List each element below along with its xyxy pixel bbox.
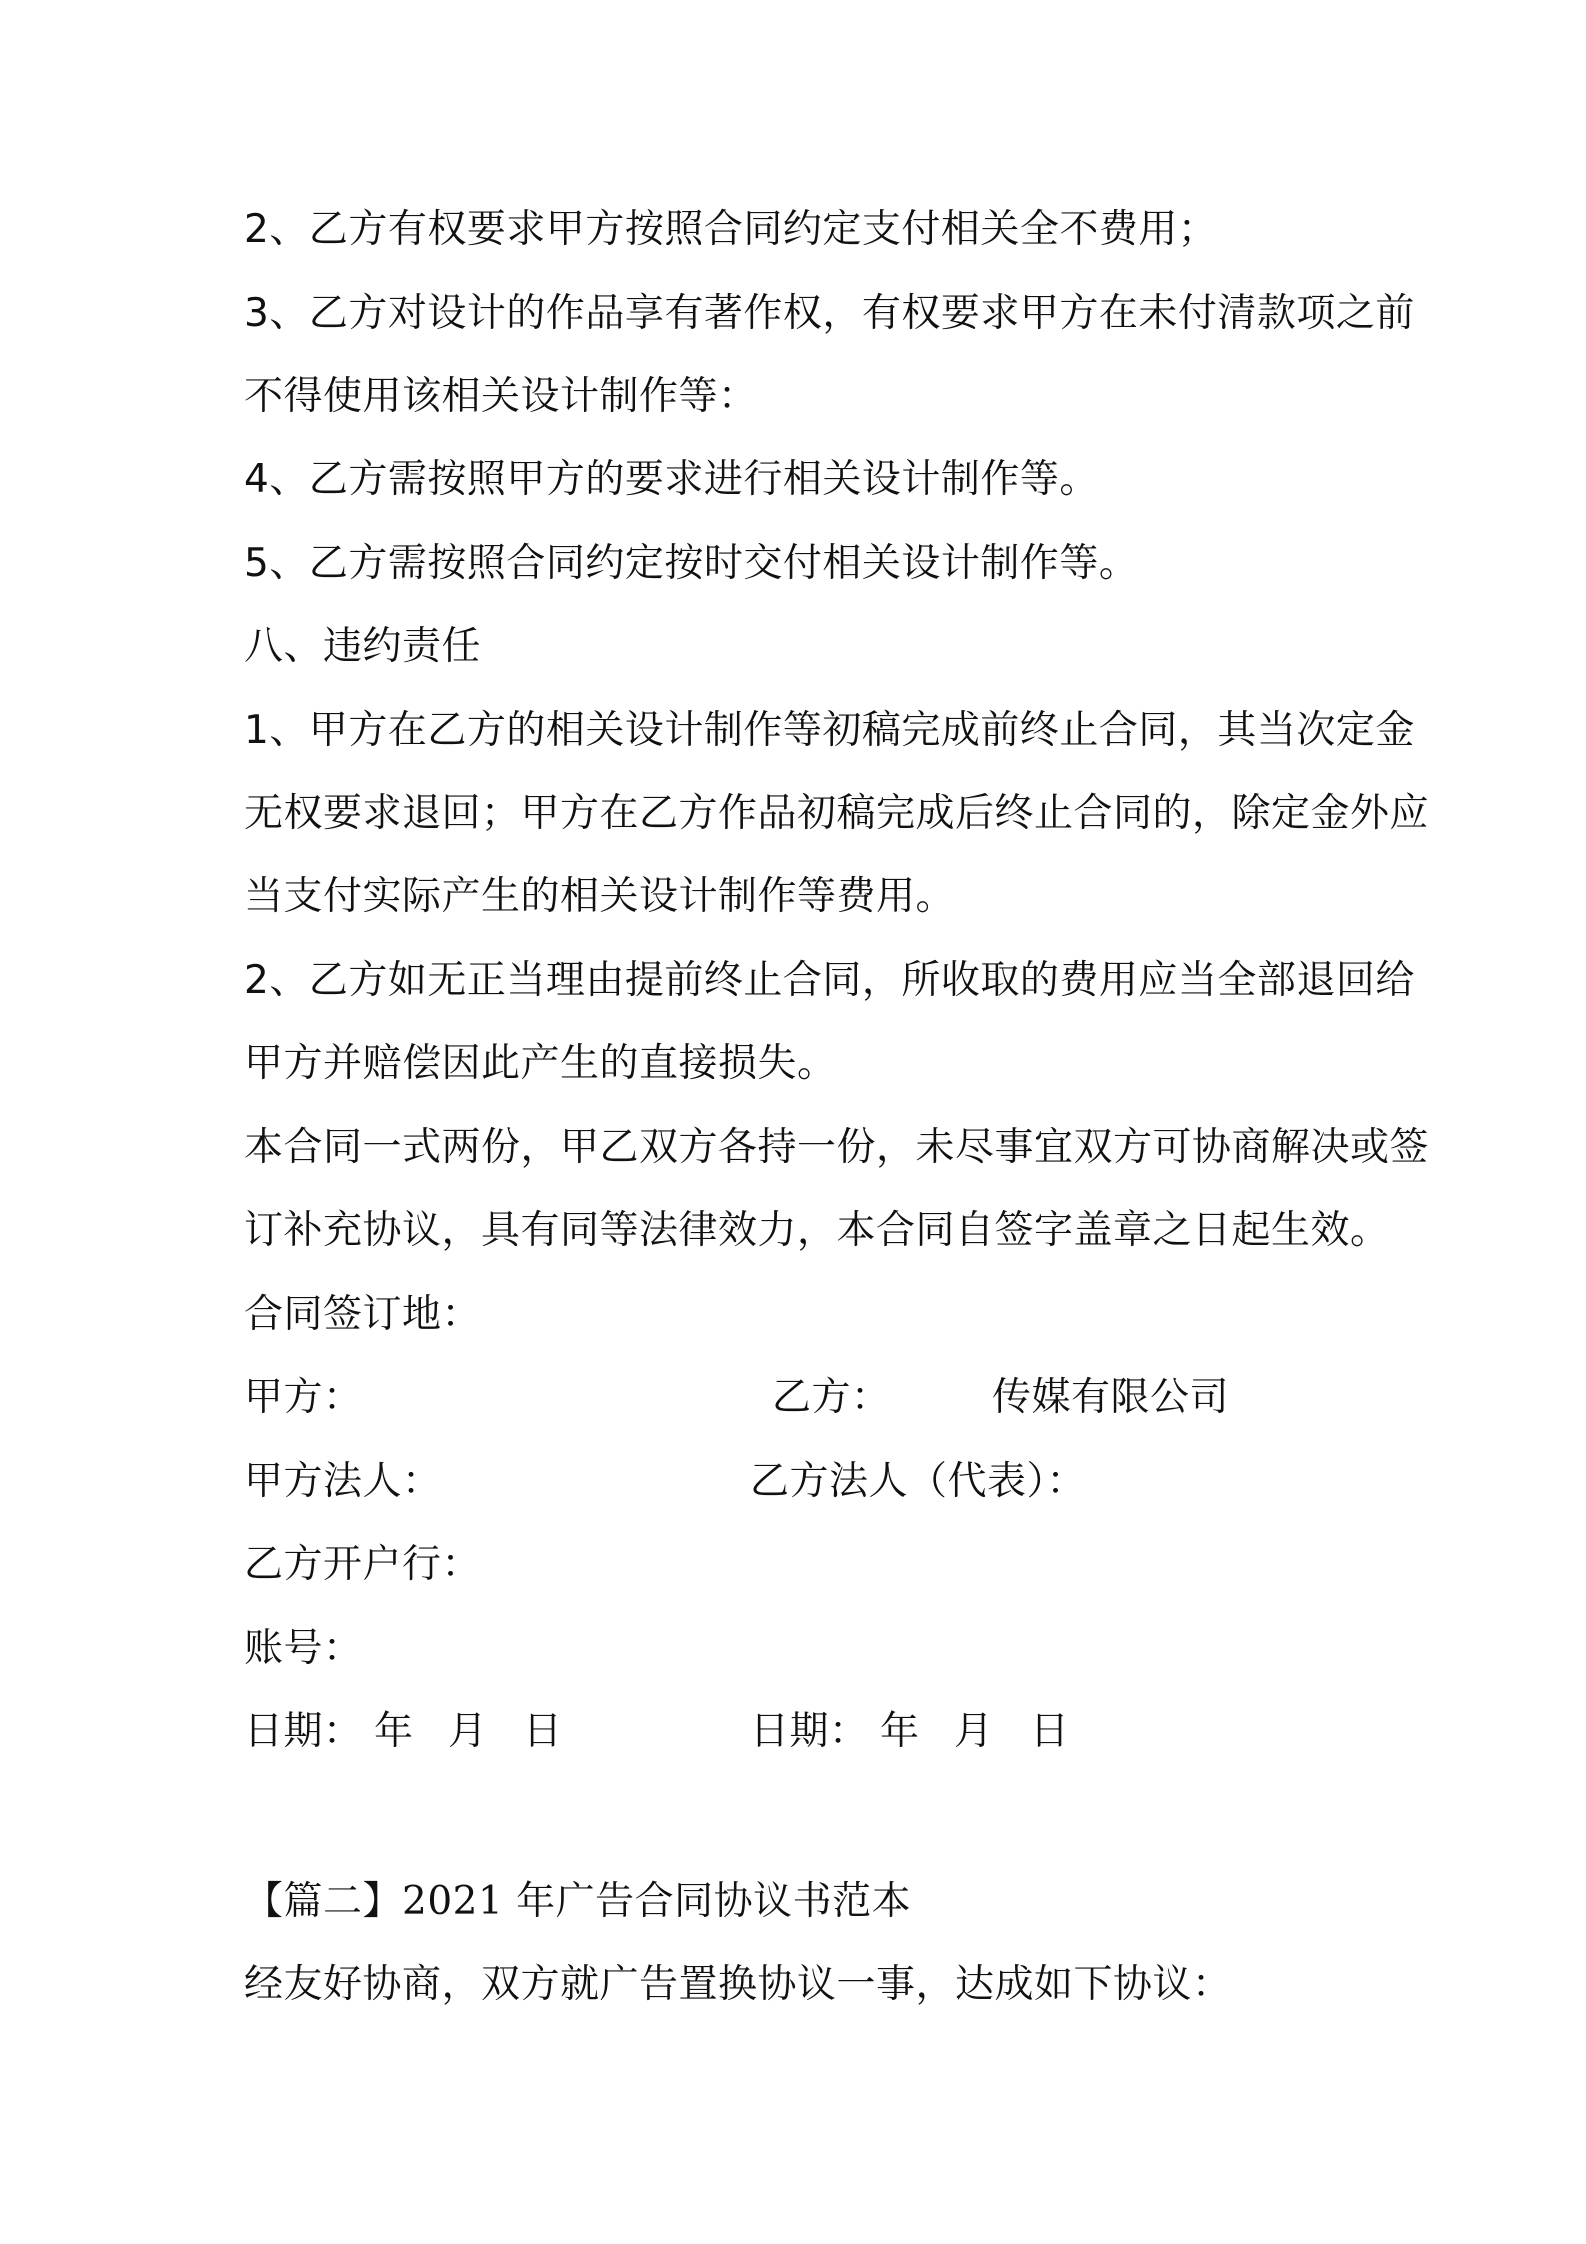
- party-b-date-day: 日: [1030, 1709, 1070, 1754]
- party-b-date-month: 月: [954, 1709, 994, 1754]
- clause-line: 4、乙方需按照甲方的要求进行相关设计制作等。: [244, 457, 1099, 502]
- liability-line: 1、甲方在乙方的相关设计制作等初稿完成前终止合同，其当次定金: [244, 708, 1415, 753]
- party-b-label: 乙方：: [772, 1375, 891, 1420]
- clause-line: 3、乙方对设计的作品享有著作权，有权要求甲方在未付清款项之前: [244, 291, 1415, 336]
- clause-line: 2、乙方有权要求甲方按照合同约定支付相关全不费用；: [244, 207, 1218, 252]
- liability-line: 2、乙方如无正当理由提前终止合同，所收取的费用应当全部退回给: [244, 958, 1415, 1003]
- party-a-date-month: 月: [448, 1709, 488, 1754]
- party-a-date-year: 年: [374, 1709, 414, 1754]
- liability-line: 无权要求退回；甲方在乙方作品初稿完成后终止合同的，除定金外应: [244, 791, 1430, 836]
- party-b-name: 传媒有限公司: [992, 1375, 1230, 1420]
- bank-label: 乙方开户行：: [244, 1542, 482, 1587]
- clause-line: 5、乙方需按照合同约定按时交付相关设计制作等。: [244, 541, 1139, 586]
- liability-line: 甲方并赔偿因此产生的直接损失。: [244, 1041, 837, 1086]
- liability-line: 当支付实际产生的相关设计制作等费用。: [244, 874, 956, 919]
- party-a-date-label: 日期：: [244, 1709, 363, 1754]
- closing-line: 订补充协议，具有同等法律效力，本合同自签字盖章之日起生效。: [244, 1208, 1390, 1253]
- party-a-label: 甲方：: [244, 1375, 363, 1420]
- closing-line: 本合同一式两份，甲乙双方各持一份，未尽事宜双方可协商解决或签: [244, 1125, 1430, 1170]
- party-b-legal-label: 乙方法人（代表）：: [750, 1459, 1087, 1504]
- account-label: 账号：: [244, 1626, 363, 1671]
- party-a-date-day: 日: [523, 1709, 563, 1754]
- party-b-date-year: 年: [880, 1709, 920, 1754]
- next-section-title: 【篇二】2021 年广告合同协议书范本: [244, 1879, 912, 1924]
- party-a-legal-label: 甲方法人：: [244, 1459, 442, 1504]
- next-section-intro: 经友好协商，双方就广告置换协议一事，达成如下协议：: [244, 1962, 1232, 2007]
- clause-line: 不得使用该相关设计制作等：: [244, 374, 758, 419]
- party-b-date-label: 日期：: [750, 1709, 869, 1754]
- section-heading: 八、违约责任: [244, 624, 482, 669]
- signing-place-label: 合同签订地：: [244, 1292, 482, 1337]
